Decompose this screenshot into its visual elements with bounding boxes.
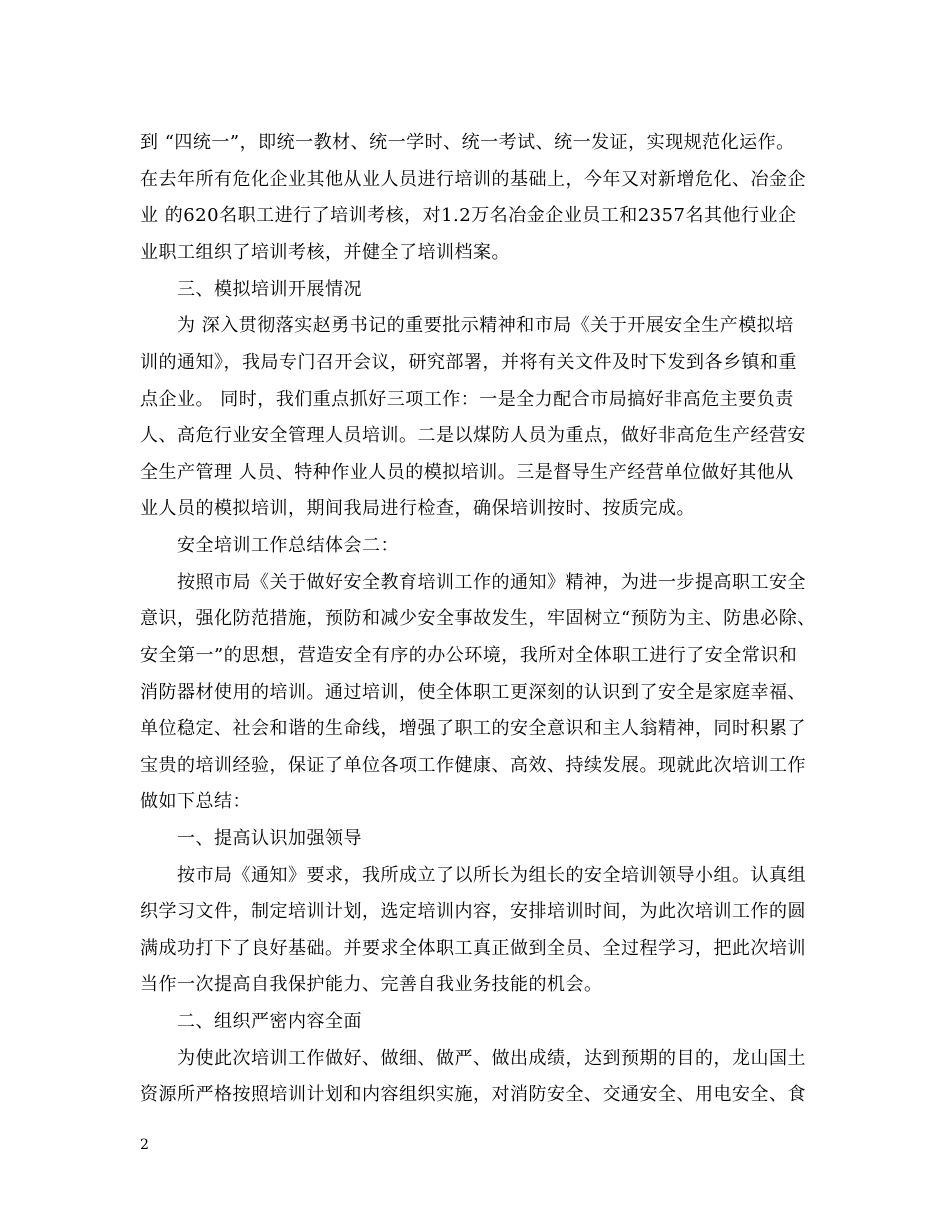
body-text-line: 按市局《通知》要求，我所成立了以所长为组长的安全培训领导小组。认真组 (177, 865, 806, 886)
body-text-line: 消防器材使用的培训。通过培训，使全体职工更深刻的认识到了安全是家庭幸福、 (140, 682, 806, 703)
body-text-line: 业 的620名职工进行了培训考核，对1.2万名冶金企业员工和2357名其他行业企 (140, 205, 797, 226)
body-text-line: 满成功打下了良好基础。并要求全体职工真正做到全员、全过程学习，把此次培训 (140, 938, 806, 959)
body-text-line: 全生产管理 人员、特种作业人员的模拟培训。三是督导生产经营单位做好其他从 (140, 462, 794, 483)
body-text-line: 点企业。 同时，我们重点抓好三项工作：一是全力配合市局搞好非高危主要负责 (140, 389, 794, 410)
section-heading: 二、组织严密内容全面 (177, 1011, 362, 1032)
section-heading: 一、提高认识加强领导 (177, 828, 362, 849)
body-text-line: 为使此次培训工作做好、做细、做严、做出成绩，达到预期的目的，龙山国土 (177, 1048, 806, 1069)
page-number: 2 (140, 1137, 149, 1153)
body-text-line: 业职工组织了培训考核，并健全了培训档案。 (140, 242, 510, 263)
body-text-line: 宝贵的培训经验，保证了单位各项工作健康、高效、持续发展。现就此次培训工作 (140, 755, 806, 776)
section-heading: 安全培训工作总结体会二： (177, 535, 399, 556)
body-text-line: 当作一次提高自我保护能力、完善自我业务技能的机会。 (140, 974, 603, 995)
body-text-line: 意识，强化防范措施，预防和减少安全事故发生，牢固树立“预防为主、防患必除、 (140, 608, 816, 629)
body-text-line: 为 深入贯彻落实赵勇书记的重要批示精神和市局《关于开展安全生产模拟培 (177, 315, 794, 336)
body-text-line: 单位稳定、社会和谐的生命线，增强了职工的安全意识和主人翁精神，同时积累了 (140, 718, 806, 739)
body-text-line: 在去年所有危化企业其他从业人员进行培训的基础上，今年又对新增危化、冶金企 (140, 169, 806, 190)
body-text-line: 按照市局《关于做好安全教育培训工作的通知》精神，为进一步提高职工安全 (177, 572, 806, 593)
body-text-line: 做如下总结： (140, 791, 251, 812)
body-text-line: 资源所严格按照培训计划和内容组织实施，对消防安全、交通安全、用电安全、食 (140, 1084, 806, 1105)
body-text-line: 安全第一”的思想，营造安全有序的办公环境，我所对全体职工进行了安全常识和 (140, 645, 798, 666)
body-text-line: 业人员的模拟培训，期间我局进行检查，确保培训按时、按质完成。 (140, 498, 695, 519)
body-text-line: 到 “四统一”，即统一教材、统一学时、统一考试、统一发证，实现规范化运作。 (140, 132, 795, 153)
body-text-line: 训的通知》，我局专门召开会议，研究部署，并将有关文件及时下发到各乡镇和重 (140, 352, 797, 373)
body-text-line: 人、高危行业安全管理人员培训。二是以煤防人员为重点，做好非高危生产经营安 (140, 425, 806, 446)
section-heading: 三、模拟培训开展情况 (177, 279, 362, 300)
body-text-line: 织学习文件，制定培训计划，选定培训内容，安排培训时间，为此次培训工作的圆 (140, 901, 806, 922)
